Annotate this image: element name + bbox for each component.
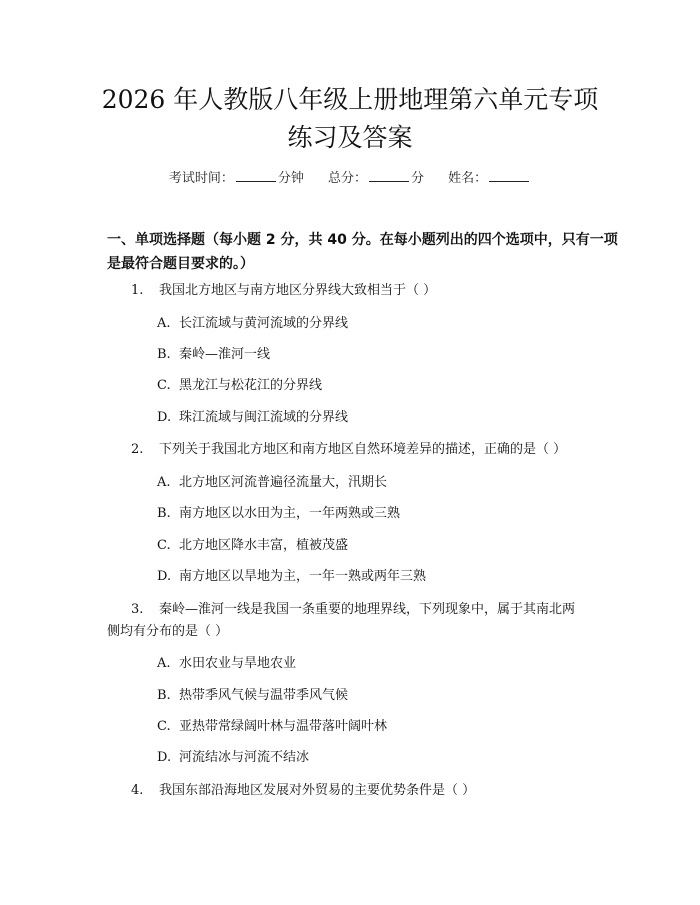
exam-info-line	[0, 167, 700, 186]
option-text: 亚热带常绿阔叶林与温带落叶阔叶林	[179, 719, 388, 734]
exam-time-unit: 分钟	[277, 171, 304, 186]
total-score-label: 总分：	[327, 171, 367, 186]
question-2-option-d[interactable]	[157, 567, 426, 587]
question-3-option-a[interactable]	[157, 654, 296, 674]
question-2	[131, 440, 566, 460]
student-name-label: 姓名：	[448, 171, 488, 186]
exam-time	[169, 167, 304, 186]
total-score-unit: 分	[411, 171, 425, 186]
student-name-blank[interactable]	[489, 171, 529, 182]
option-text: 南方地区以旱地为主，一年一熟或两年三熟	[179, 569, 427, 584]
page-title-line2: 练习及答案	[287, 123, 413, 152]
question-1-option-c[interactable]	[157, 376, 322, 396]
question-3-option-c[interactable]	[157, 717, 387, 737]
total-score	[328, 167, 424, 186]
option-text: 长江流域与黄河流域的分界线	[179, 316, 349, 331]
exam-time-label: 考试时间：	[168, 171, 234, 186]
page-title-line1: 2026 年人教版八年级上册地理第六单元专项	[101, 85, 599, 114]
question-4	[131, 781, 475, 801]
question-3-option-d[interactable]	[157, 748, 309, 768]
option-key: D.	[157, 750, 172, 765]
question-3	[131, 600, 575, 620]
option-text: 河流结冰与河流不结冰	[179, 750, 310, 765]
question-3-continued: 侧均有分布的是（ ）	[107, 624, 229, 639]
question-text: 我国东部沿海地区发展对外贸易的主要优势条件是（ ）	[159, 783, 476, 798]
option-key: A.	[157, 475, 171, 490]
exam-time-blank[interactable]	[236, 171, 276, 182]
option-text: 热带季风气候与温带季风气候	[179, 688, 349, 703]
question-3-option-b[interactable]	[157, 686, 348, 706]
question-number: 2.	[131, 442, 144, 457]
option-key: C.	[157, 538, 171, 553]
option-text: 水田农业与旱地农业	[179, 656, 297, 671]
question-number: 3.	[131, 602, 144, 617]
question-1-option-a[interactable]	[157, 314, 348, 334]
question-number: 4.	[131, 783, 144, 798]
section-heading-line2: 是最符合题目要求的。）	[107, 256, 254, 272]
option-key: B.	[157, 688, 171, 703]
question-number: 1.	[131, 283, 144, 298]
option-text: 北方地区降水丰富，植被茂盛	[179, 538, 349, 553]
option-text: 黑龙江与松花江的分界线	[179, 378, 323, 393]
question-2-option-b[interactable]	[157, 504, 400, 524]
option-text: 秦岭—淮河一线	[179, 347, 271, 362]
option-key: C.	[157, 719, 171, 734]
question-1-option-d[interactable]	[157, 408, 348, 428]
option-key: D.	[157, 410, 172, 425]
section-heading-line1: 一、单项选择题（每小题 2 分，共 40 分。在每小题列出的四个选项中，只有一项	[107, 232, 618, 248]
option-text: 北方地区河流普遍径流量大，汛期长	[179, 475, 388, 490]
question-2-option-c[interactable]	[157, 536, 348, 556]
question-1	[131, 281, 436, 301]
question-text: 下列关于我国北方地区和南方地区自然环境差异的描述，正确的是（ ）	[159, 442, 567, 457]
question-text: 我国北方地区与南方地区分界线大致相当于（ ）	[159, 283, 437, 298]
option-key: B.	[157, 347, 171, 362]
option-text: 南方地区以水田为主，一年两熟或三熟	[179, 506, 401, 521]
option-key: A.	[157, 656, 171, 671]
student-name	[448, 167, 531, 186]
question-text: 秦岭—淮河一线是我国一条重要的地理界线，下列现象中，属于其南北两	[159, 602, 576, 617]
question-2-option-a[interactable]	[157, 473, 387, 493]
question-1-option-b[interactable]	[157, 345, 270, 365]
option-key: C.	[157, 378, 171, 393]
option-key: D.	[157, 569, 172, 584]
option-key: A.	[157, 316, 171, 331]
option-key: B.	[157, 506, 171, 521]
option-text: 珠江流域与闽江流域的分界线	[179, 410, 349, 425]
total-score-blank[interactable]	[369, 171, 409, 182]
